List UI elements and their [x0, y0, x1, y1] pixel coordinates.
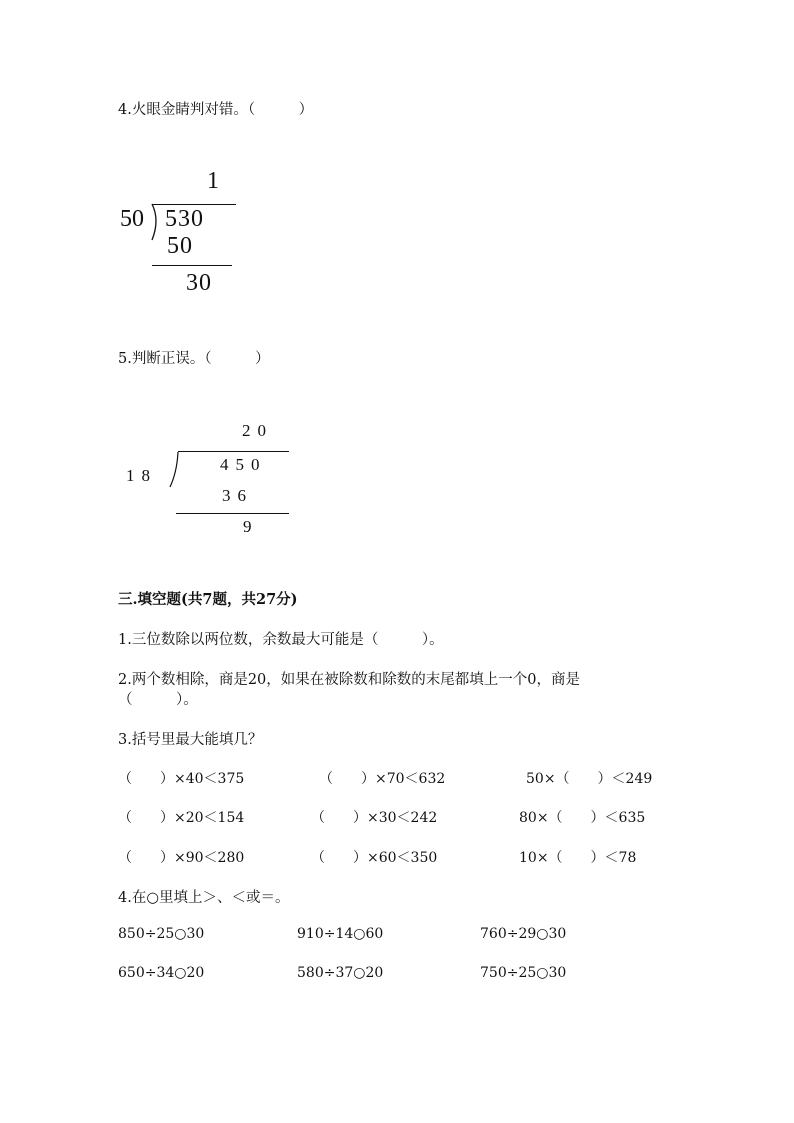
question-4-text: 4.火眼金睛判对错。（ ）	[118, 102, 314, 118]
q4-dividend: 530	[165, 206, 204, 232]
comparison-cell: 850÷25○30	[118, 926, 205, 942]
fill-question-3: 3.括号里最大能填几？	[118, 732, 263, 748]
fill-question-4: 4.在○里填上＞、＜或＝。	[118, 890, 290, 906]
inequality-cell: （ ）×30＜242	[311, 810, 438, 826]
inequality-cell: 50×（ ）＜249	[526, 771, 653, 787]
inequality-cell: （ ）×60＜350	[311, 850, 438, 866]
q4-subtraction-line	[152, 265, 232, 266]
q5-dividend: 450	[220, 455, 267, 474]
inequality-cell: （ ）×20＜154	[118, 810, 245, 826]
comparison-cell: 750÷25○30	[480, 965, 567, 981]
section-3-heading: 三.填空题(共7题，共27分)	[118, 591, 298, 608]
q5-division-bracket	[168, 452, 184, 490]
fill-question-2-line-2: （ ）。	[118, 692, 198, 708]
inequality-cell: 10×（ ）＜78	[519, 850, 637, 866]
comparison-cell: 760÷29○30	[480, 926, 567, 942]
q5-product: 36	[222, 486, 253, 505]
inequality-cell: （ ）×70＜632	[319, 771, 446, 787]
comparison-cell: 650÷34○20	[118, 965, 205, 981]
q5-vinculum	[178, 451, 289, 452]
q5-remainder: 9	[243, 517, 259, 536]
q4-division-bracket	[150, 204, 162, 244]
comparison-cell: 580÷37○20	[297, 965, 384, 981]
q4-vinculum	[152, 204, 236, 205]
fill-question-2-line-1: 2.两个数相除，商是20，如果在被除数和除数的末尾都填上一个0，商是	[118, 672, 581, 688]
q4-quotient: 1	[207, 168, 219, 194]
q5-quotient: 20	[242, 421, 273, 440]
q4-divisor: 50	[120, 206, 144, 232]
inequality-cell: （ ）×90＜280	[118, 850, 245, 866]
q5-divisor: 18	[126, 466, 157, 485]
question-5-text: 5.判断正误。（ ）	[118, 351, 270, 367]
q5-subtraction-line	[176, 513, 289, 514]
q4-product: 50	[167, 233, 193, 259]
q4-remainder: 30	[186, 270, 212, 296]
inequality-cell: 80×（ ）＜635	[519, 810, 646, 826]
inequality-cell: （ ）×40＜375	[118, 771, 245, 787]
fill-question-1: 1.三位数除以两位数，余数最大可能是（ ）。	[118, 632, 444, 648]
comparison-cell: 910÷14○60	[297, 926, 384, 942]
